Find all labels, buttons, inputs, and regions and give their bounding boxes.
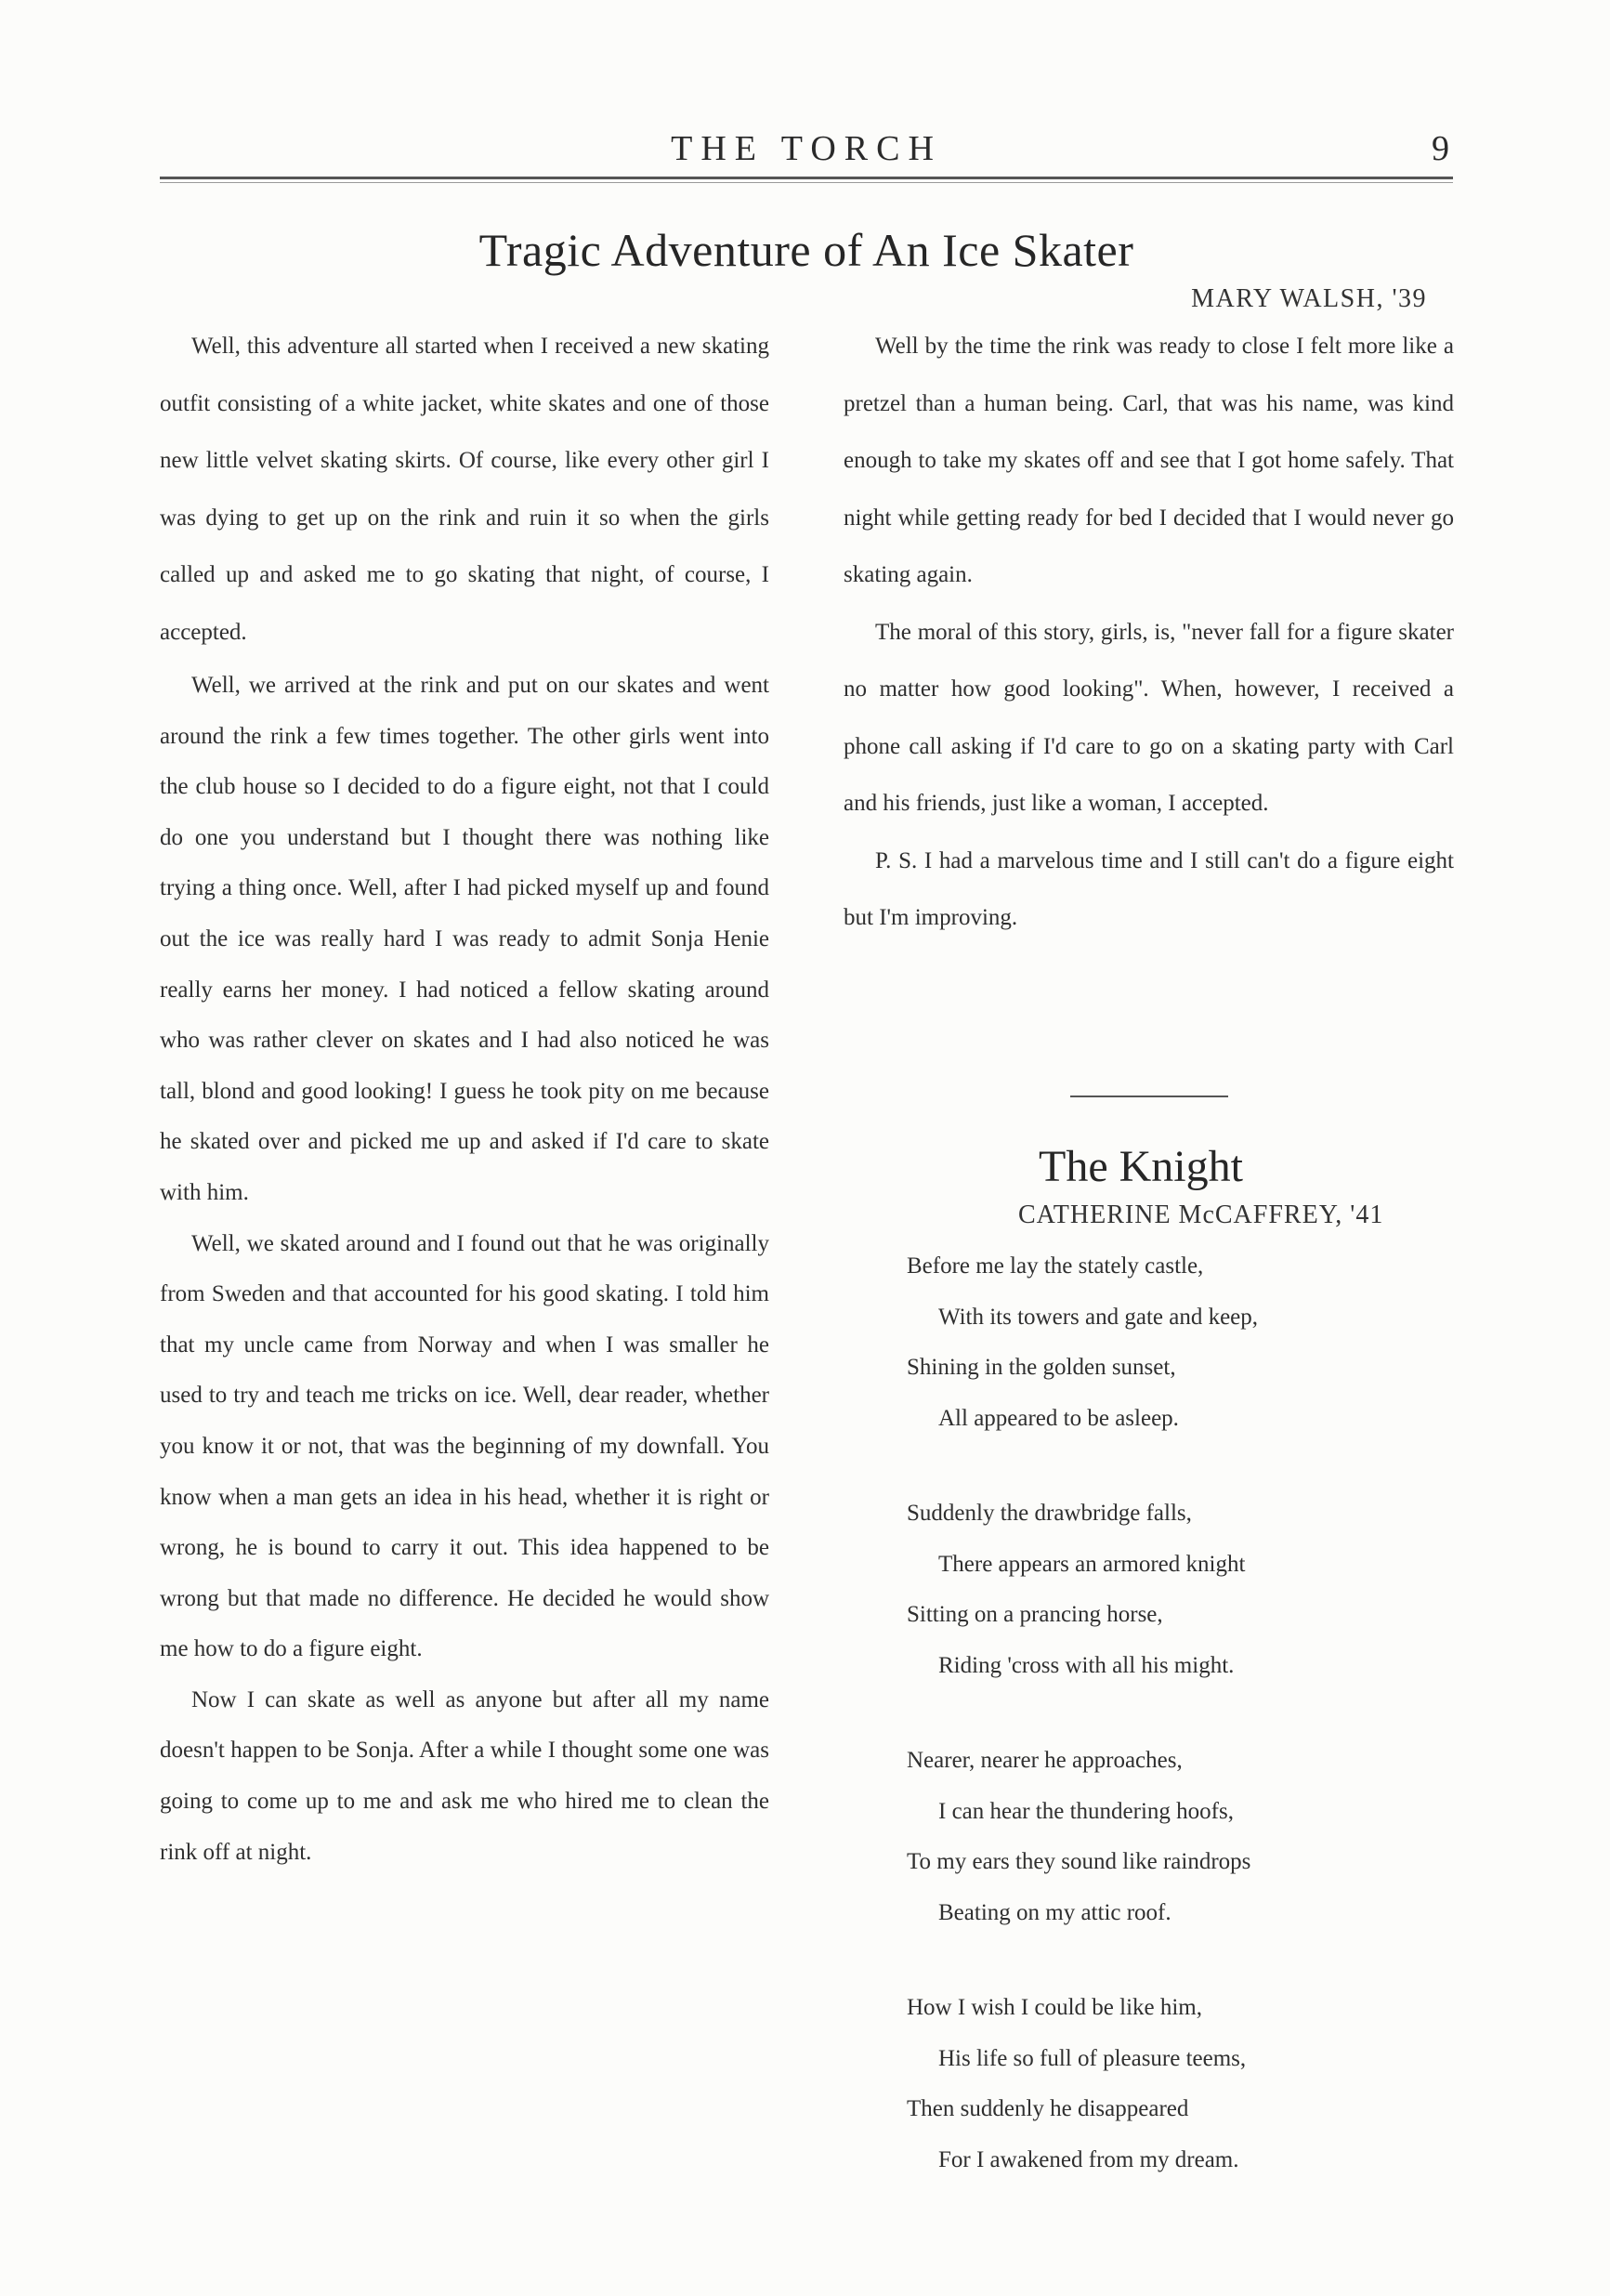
poem-line: His life so full of pleasure teems, xyxy=(938,2045,1247,2071)
poem-stanza xyxy=(907,1983,1446,2185)
postscript: P. S. I had a marvelous time and I still can't do a figure eight but I'm improving. xyxy=(844,847,1454,930)
poem-line: Nearer, nearer he approaches, xyxy=(907,1748,1183,1773)
poem-stanza xyxy=(907,1241,1446,1444)
poem-line: Riding 'cross with all his might. xyxy=(938,1652,1235,1678)
story-column-right xyxy=(844,318,1454,947)
story-paragraph: Well, this adventure all started when I received a new skating outfit consisting of a white jacket, white skates and one of those new little velvet skating skirts. Of course, like every other girl I was dying to get up on the rink and ruin it so when the girls called up and asked me to go skating that night, of course, I accepted. xyxy=(160,334,769,645)
poem-line: Then suddenly he disappeared xyxy=(907,2096,1189,2121)
poem-body xyxy=(907,1241,1446,2185)
poem-line: Sitting on a prancing horse, xyxy=(907,1602,1163,1627)
publication-title: THE TORCH xyxy=(671,129,942,168)
poem-stanza xyxy=(907,1736,1446,1938)
story-title: Tragic Adventure of An Ice Skater xyxy=(478,224,1134,276)
poem-line: To my ears they sound like raindrops xyxy=(907,1849,1251,1874)
header-rule xyxy=(160,177,1453,179)
poem-line: For I awakened from my dream. xyxy=(938,2146,1239,2172)
poem-title: The Knight xyxy=(1039,1142,1243,1191)
section-divider xyxy=(1070,1096,1228,1097)
poem-line: Beating on my attic roof. xyxy=(938,1899,1172,1925)
story-column-left xyxy=(160,318,769,1878)
story-paragraph: Now I can skate as well as anyone but after all my name doesn't happen to be Sonja. After a while I thought some one was going to come up to me and ask me who hired me to clean the rink off at night. xyxy=(160,1686,769,1865)
story-byline: MARY WALSH, '39 xyxy=(1191,284,1427,313)
story-paragraph: Well, we skated around and I found out that he was originally from Sweden and that accounted for his good skating. I told him that my uncle came from Norway and when I was smaller he used to try and teach me tricks on ice. Well, dear reader, whether you know it or not, that was the beginning of my downfall. You know when a man gets an idea in his head, whether it is right or wrong, he is bound to carry it out. This idea happened to be wrong but that made no difference. He decided he would show me how to do a figure eight. xyxy=(160,1230,769,1662)
poem-line: There appears an armored knight xyxy=(938,1551,1246,1577)
header-rule-thin xyxy=(160,182,1453,183)
poem-line: How I wish I could be like him, xyxy=(907,1995,1203,2020)
page-number: 9 xyxy=(1432,129,1449,168)
poem-byline: CATHERINE McCAFFREY, '41 xyxy=(1018,1200,1384,1229)
poem-line: All appeared to be asleep. xyxy=(938,1405,1179,1431)
poem-line: Suddenly the drawbridge falls, xyxy=(907,1501,1192,1526)
running-header xyxy=(160,128,1453,171)
story-paragraph: Well, we arrived at the rink and put on our skates and went around the rink a few times together. The other girls went into the club house so I decided to do a figure eight, not that I could do one you understand but I thought there was nothing like trying a thing once. Well, after I had picked myself up and found out the ice was really hard I was ready to admit Sonja Henie really earns her money. I had noticed a fellow skating around who was rather clever on skates and I had also noticed he was tall, blond and good looking! I guess he took pity on me because he skated over and picked me up and asked if I'd care to skate with him. xyxy=(160,673,769,1205)
poem-stanza xyxy=(907,1489,1446,1691)
story-paragraph: Well by the time the rink was ready to close I felt more like a pretzel than a human being. Carl, that was his name, was kind enough to take my skates off and see that I got home safely. That night while getting ready for bed I decided that I would never go skating again. xyxy=(844,334,1454,587)
poem-line: I can hear the thundering hoofs, xyxy=(938,1798,1234,1824)
poem-line: Shining in the golden sunset, xyxy=(907,1355,1176,1380)
poem-line: Before me lay the stately castle, xyxy=(907,1253,1204,1279)
poem-line: With its towers and gate and keep, xyxy=(938,1304,1259,1330)
story-paragraph: The moral of this story, girls, is, "never fall for a figure skater no matter how good looking". When, however, I received a phone call asking if I'd care to go on a skating party with Carl and his friends, just like a woman, I accepted. xyxy=(844,619,1454,816)
